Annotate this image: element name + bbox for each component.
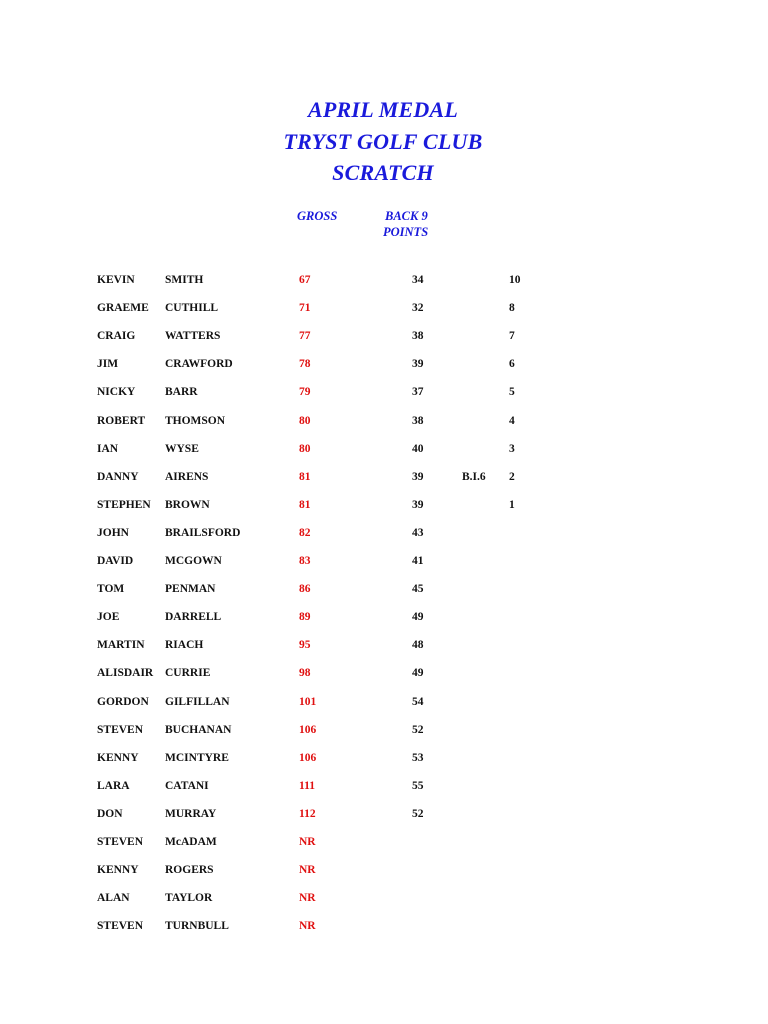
table-row (0, 832, 768, 852)
note-cell: B.I.6 (462, 470, 486, 483)
first-name-cell: DAVID (97, 555, 134, 567)
last-name-cell: CURRIE (165, 667, 211, 680)
gross-score-cell: 98 (299, 667, 311, 680)
last-name-cell: DARRELL (165, 611, 222, 624)
gross-score-cell: NR (299, 836, 316, 848)
table-row (0, 888, 768, 908)
gross-column-header: GROSS (297, 209, 338, 223)
back9-points-cell: 54 (412, 695, 424, 708)
last-name-cell: BROWN (165, 498, 210, 511)
table-row (0, 354, 768, 374)
gross-score-cell: 67 (299, 274, 311, 286)
first-name-cell: ROBERT (97, 414, 146, 427)
last-name-cell: MCINTYRE (165, 751, 229, 764)
last-name-cell: SMITH (165, 274, 204, 286)
first-name-cell: IAN (97, 442, 119, 455)
gross-score-cell: 111 (299, 779, 315, 792)
back9-points-cell: 49 (412, 667, 424, 680)
first-name-cell: DANNY (97, 470, 139, 483)
back9-points-cell: 49 (412, 611, 424, 624)
first-name-cell: KEVIN (97, 274, 135, 286)
last-name-cell: AIRENS (165, 470, 209, 483)
first-name-cell: MARTIN (97, 639, 145, 652)
last-name-cell: MURRAY (165, 807, 217, 820)
back9-points-cell: 52 (412, 807, 424, 820)
gross-score-cell: 81 (299, 470, 311, 483)
first-name-cell: STEVEN (97, 836, 144, 848)
back9-points-cell: 34 (412, 274, 424, 286)
last-name-cell: WYSE (165, 442, 199, 455)
table-row (0, 270, 768, 290)
last-name-cell: BARR (165, 386, 198, 399)
table-row (0, 692, 768, 712)
back9-points-cell: 40 (412, 442, 424, 455)
table-row (0, 382, 768, 402)
table-row (0, 439, 768, 459)
first-name-cell: ALISDAIR (97, 667, 154, 680)
last-name-cell: TURNBULL (165, 920, 229, 933)
gross-score-cell: 71 (299, 302, 311, 315)
table-row (0, 495, 768, 515)
points-cell: 6 (509, 358, 515, 371)
title-line-3: SCRATCH (332, 160, 434, 185)
back9-points-cell: 53 (412, 751, 424, 764)
gross-score-cell: NR (299, 864, 316, 877)
first-name-cell: NICKY (97, 386, 136, 399)
back9-points-cell: 41 (412, 555, 424, 567)
first-name-cell: STEPHEN (97, 498, 151, 511)
points-cell: 5 (509, 386, 515, 399)
gross-score-cell: 81 (299, 498, 311, 511)
table-row (0, 326, 768, 346)
first-name-cell: KENNY (97, 751, 139, 764)
gross-score-cell: 95 (299, 639, 311, 652)
title-line-1: APRIL MEDAL (308, 97, 458, 122)
last-name-cell: PENMAN (165, 583, 216, 596)
back9-points-cell: 43 (412, 526, 424, 539)
gross-score-cell: 106 (299, 751, 317, 764)
table-row (0, 551, 768, 571)
last-name-cell: TAYLOR (165, 892, 213, 905)
back9-points-cell: 52 (412, 723, 424, 736)
gross-score-cell: 106 (299, 723, 317, 736)
back9-points-cell: 48 (412, 639, 424, 652)
gross-score-cell: 80 (299, 414, 311, 427)
back9-points-cell: 39 (412, 470, 424, 483)
gross-score-cell: 112 (299, 807, 316, 820)
table-row (0, 579, 768, 599)
last-name-cell: GILFILLAN (165, 695, 230, 708)
last-name-cell: WATTERS (165, 330, 221, 343)
table-row (0, 860, 768, 880)
points-cell: 10 (509, 274, 521, 286)
table-row (0, 523, 768, 543)
points-cell: 1 (509, 498, 515, 511)
table-row (0, 467, 768, 487)
table-row (0, 607, 768, 627)
points-cell: 7 (509, 330, 515, 343)
last-name-cell: RIACH (165, 639, 204, 652)
table-row (0, 411, 768, 431)
gross-score-cell: 101 (299, 695, 317, 708)
last-name-cell: BUCHANAN (165, 723, 232, 736)
table-row (0, 916, 768, 936)
first-name-cell: ALAN (97, 892, 130, 905)
first-name-cell: TOM (97, 583, 125, 596)
table-row (0, 776, 768, 796)
back9-points-cell: 38 (412, 330, 424, 343)
back9-points-cell: 39 (412, 498, 424, 511)
back9-points-cell: 45 (412, 583, 424, 596)
first-name-cell: CRAIG (97, 330, 136, 343)
table-row (0, 804, 768, 824)
first-name-cell: JOE (97, 611, 120, 624)
first-name-cell: DON (97, 807, 123, 820)
back9-points-cell: 38 (412, 414, 424, 427)
back9-points-cell: 37 (412, 386, 424, 399)
back9-points-cell: 39 (412, 358, 424, 371)
first-name-cell: GORDON (97, 695, 149, 708)
first-name-cell: KENNY (97, 864, 139, 877)
last-name-cell: ROGERS (165, 864, 214, 877)
gross-score-cell: 79 (299, 386, 311, 399)
table-row (0, 635, 768, 655)
last-name-cell: MCGOWN (165, 555, 222, 567)
first-name-cell: GRAEME (97, 302, 149, 315)
last-name-cell: THOMSON (165, 414, 226, 427)
gross-score-cell: 77 (299, 330, 311, 343)
last-name-cell: CATANI (165, 779, 209, 792)
table-row (0, 298, 768, 318)
points-cell: 8 (509, 302, 515, 315)
first-name-cell: JOHN (97, 526, 129, 539)
points-cell: 3 (509, 442, 515, 455)
gross-score-cell: NR (299, 892, 316, 905)
gross-score-cell: 82 (299, 526, 311, 539)
last-name-cell: BRAILSFORD (165, 526, 241, 539)
gross-score-cell: 86 (299, 583, 311, 596)
gross-score-cell: 80 (299, 442, 311, 455)
back9-points-cell: 55 (412, 779, 424, 792)
first-name-cell: JIM (97, 358, 119, 371)
points-cell: 2 (509, 470, 515, 483)
gross-score-cell: NR (299, 920, 316, 933)
gross-score-cell: 89 (299, 611, 311, 624)
gross-score-cell: 83 (299, 555, 311, 567)
last-name-cell: CRAWFORD (165, 358, 233, 371)
first-name-cell: LARA (97, 779, 130, 792)
gross-score-cell: 78 (299, 358, 311, 371)
points-cell: 4 (509, 414, 515, 427)
last-name-cell: CUTHILL (165, 302, 219, 315)
back9-column-header-line2: POINTS (383, 225, 429, 239)
back9-column-header-line1: BACK 9 (385, 209, 428, 223)
last-name-cell: McADAM (165, 836, 217, 848)
table-row (0, 720, 768, 740)
back9-points-cell: 32 (412, 302, 424, 315)
first-name-cell: STEVEN (97, 723, 144, 736)
table-row (0, 748, 768, 768)
table-row (0, 663, 768, 683)
first-name-cell: STEVEN (97, 920, 144, 933)
title-line-2: TRYST GOLF CLUB (283, 129, 483, 154)
